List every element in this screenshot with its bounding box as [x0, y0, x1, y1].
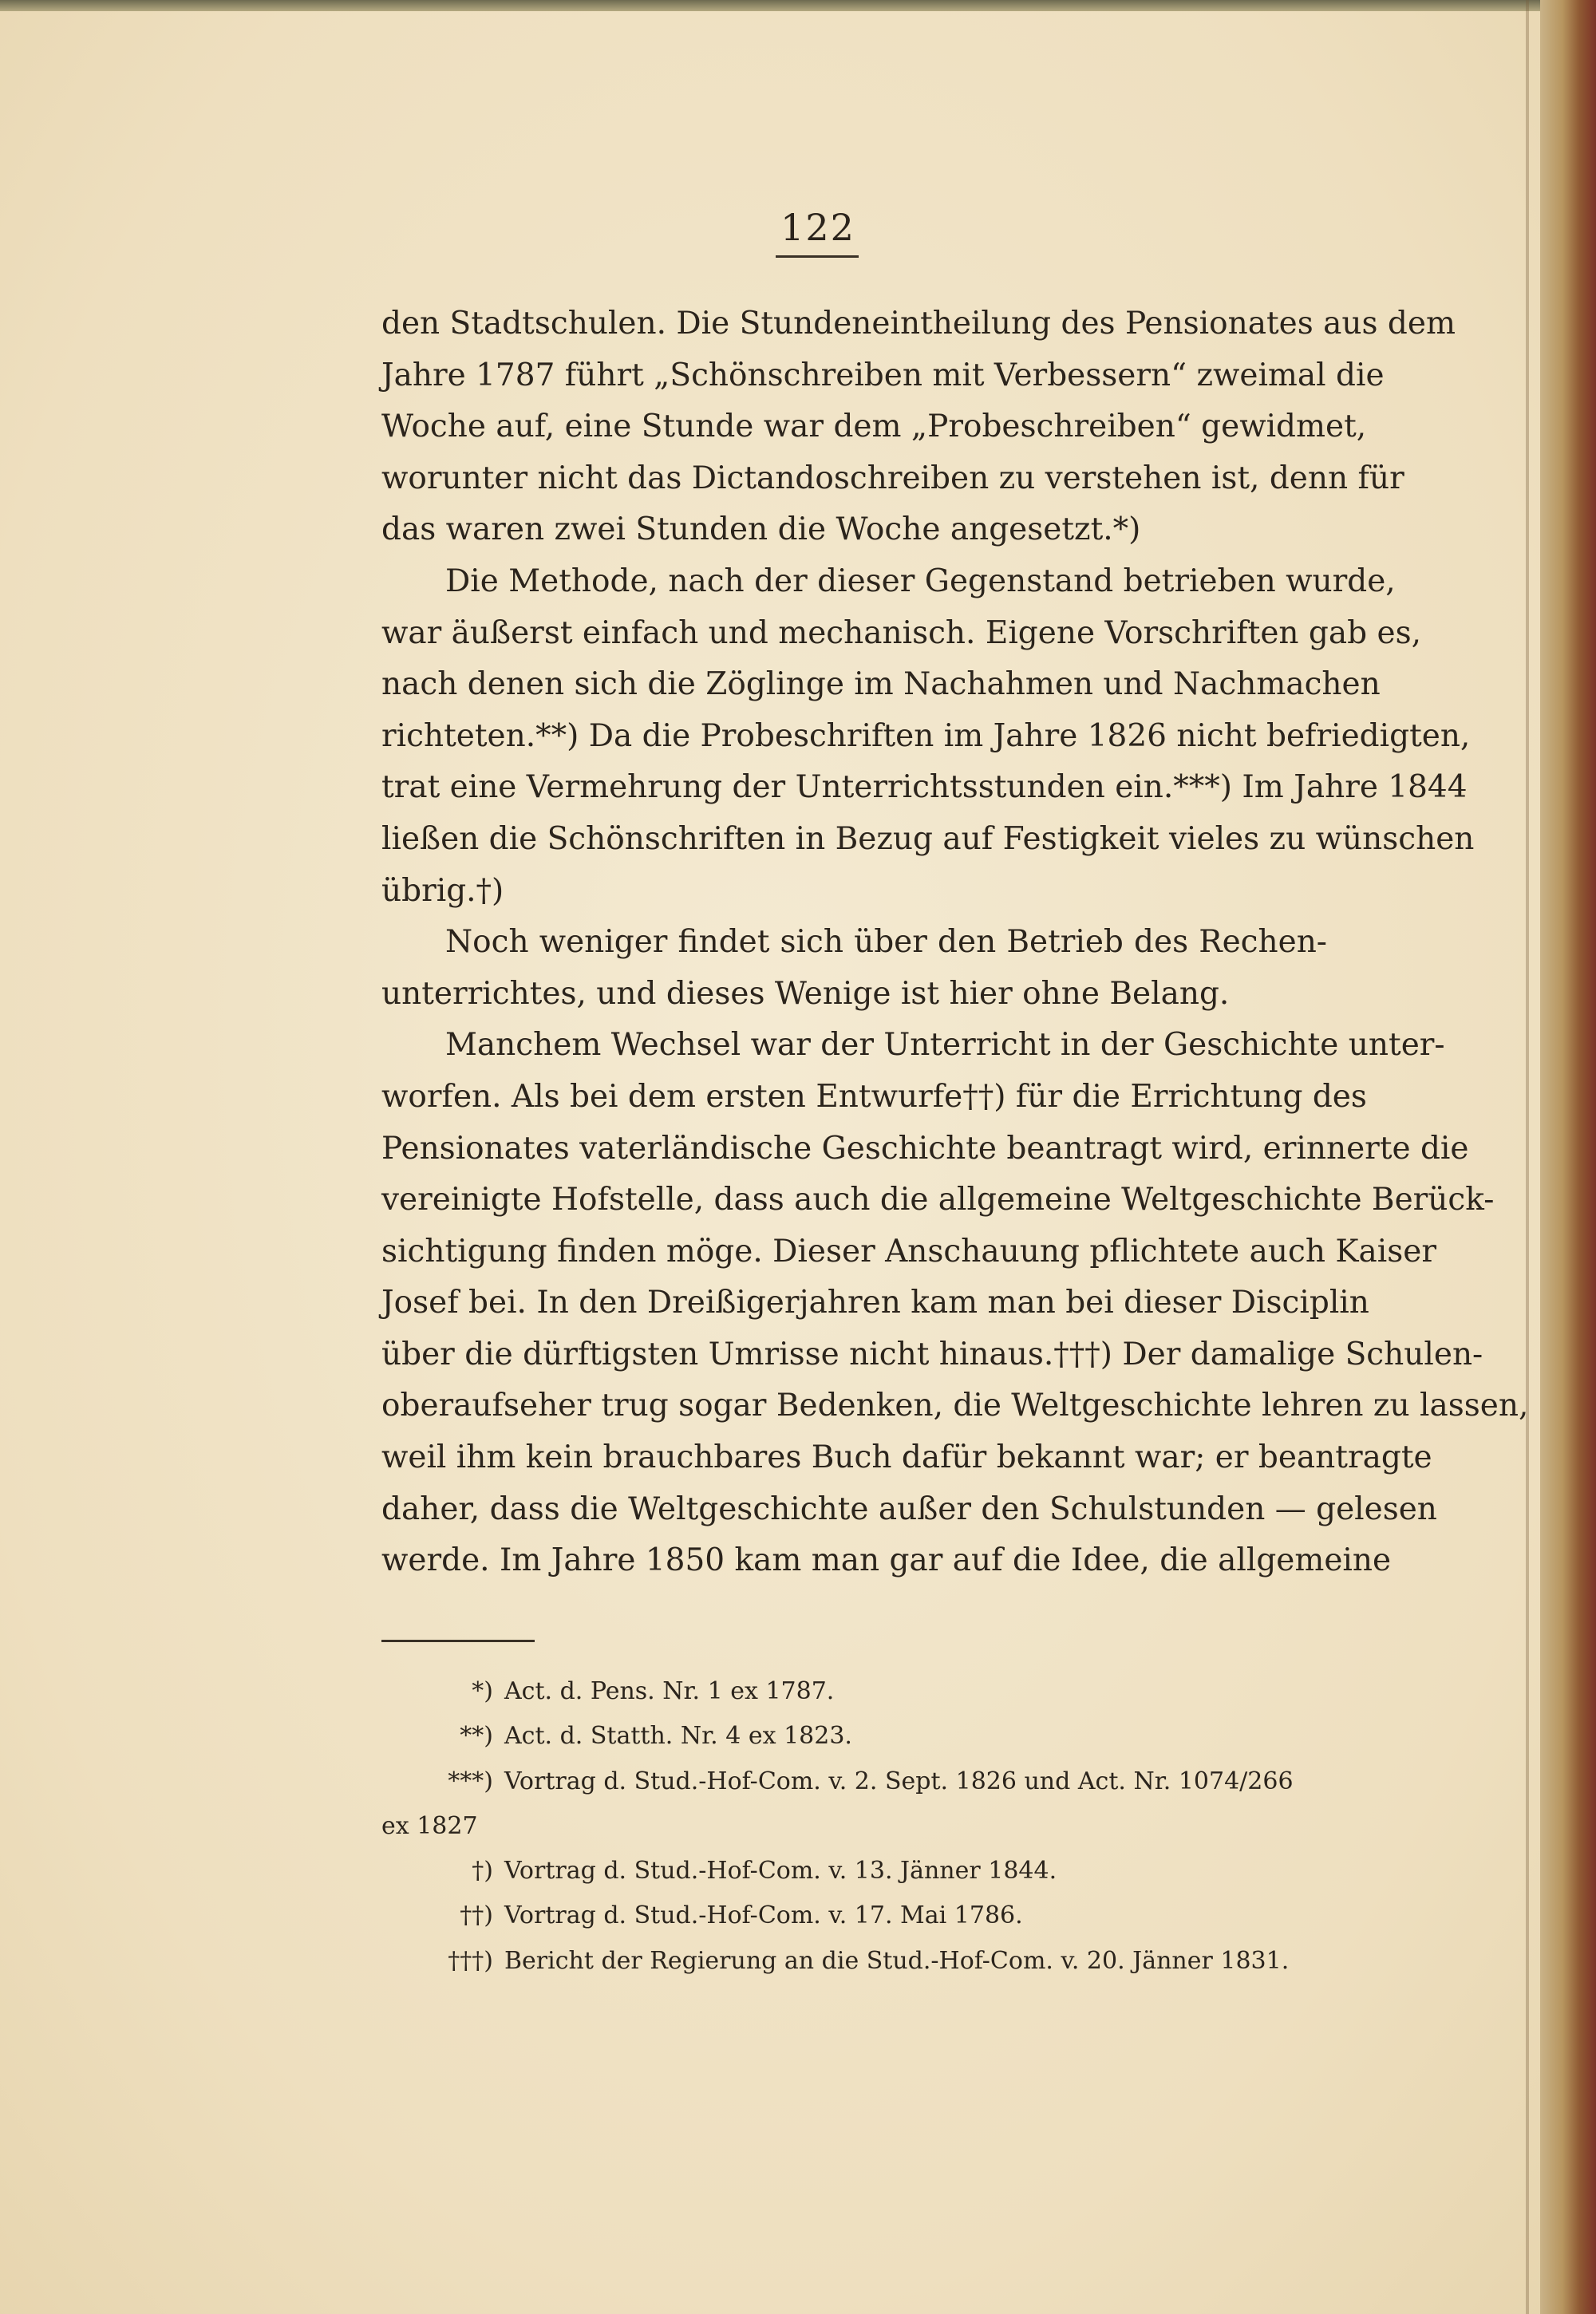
- text-line: oberaufseher trug sogar Bedenken, die Weltgeschichte lehren zu lassen,: [381, 1388, 1529, 1424]
- text-line: sichtigung finden möge. Dieser Anschauung pflichtete auch Kaiser: [381, 1233, 1436, 1270]
- footnote-mark: †): [472, 1857, 493, 1886]
- footnote-text: Vortrag d. Stud.-Hof-Com. v. 2. Sept. 1826 und Act. Nr. 1074/266: [504, 1767, 1294, 1795]
- page-top-edge: [0, 0, 1596, 11]
- text-line: Josef bei. In den Dreißigerjahren kam man bei dieser Disciplin: [381, 1285, 1369, 1321]
- body-text: [381, 298, 1529, 1587]
- footnote-text: Vortrag d. Stud.-Hof-Com. v. 17. Mai 1786.: [504, 1901, 1023, 1930]
- footnote-mark: **): [460, 1722, 493, 1751]
- footnote-text: Vortrag d. Stud.-Hof-Com. v. 13. Jänner 1844.: [504, 1857, 1057, 1886]
- text-line: daher, dass die Weltgeschichte außer den Schulstunden — gelesen: [381, 1491, 1437, 1527]
- page-number-rule: [776, 255, 859, 258]
- footnote-mark: ***): [448, 1767, 493, 1795]
- text-line: Jahre 1787 führt „Schönschreiben mit Verbessern“ zweimal die: [381, 357, 1385, 393]
- text-line: war äußerst einfach und mechanisch. Eigene Vorschriften gab es,: [381, 614, 1421, 651]
- text-line: worfen. Als bei dem ersten Entwurfe††) für die Errichtung des: [381, 1078, 1367, 1115]
- book-binding-edge: [1540, 0, 1596, 2314]
- footnote: [381, 1669, 1327, 1714]
- footnote-separator: [381, 1640, 535, 1642]
- text-line: Noch weniger findet sich über den Betrieb des Rechen-: [445, 924, 1327, 961]
- page-fold-line: [1526, 0, 1529, 2314]
- footnotes: [381, 1669, 1327, 1984]
- text-line: vereinigte Hofstelle, dass auch die allgemeine Weltgeschichte Berück-: [381, 1182, 1495, 1218]
- text-line: Woche auf, eine Stunde war dem „Probeschreiben“ gewidmet,: [381, 409, 1367, 445]
- footnote-text: Act. d. Statth. Nr. 4 ex 1823.: [504, 1722, 852, 1751]
- text-line: Die Methode, nach der dieser Gegenstand betrieben wurde,: [445, 563, 1396, 599]
- text-line: werde. Im Jahre 1850 kam man gar auf die Idee, die allgemeine: [381, 1542, 1392, 1579]
- text-line: trat eine Vermehrung der Unterrichtsstunden ein.***) Im Jahre 1844: [381, 769, 1468, 806]
- footnote: [381, 1939, 1327, 1984]
- footnote: [381, 1759, 1327, 1804]
- footnote-mark: *): [472, 1677, 493, 1705]
- footnote-text: ex 1827: [381, 1811, 478, 1840]
- footnote-mark: †††): [448, 1946, 493, 1975]
- text-line: Pensionates vaterländische Geschichte beantragt wird, erinnerte die: [381, 1130, 1469, 1167]
- text-line: das waren zwei Stunden die Woche angesetzt.*): [381, 511, 1141, 548]
- text-line: den Stadtschulen. Die Stundeneintheilung des Pensionates aus dem: [381, 306, 1456, 342]
- text-line: unterrichtes, und dieses Wenige ist hier ohne Belang.: [381, 975, 1230, 1012]
- footnote-text: Bericht der Regierung an die Stud.-Hof-Com. v. 20. Jänner 1831.: [504, 1946, 1290, 1975]
- footnote-continuation: [381, 1804, 1327, 1849]
- text-line: Manchem Wechsel war der Unterricht in der Geschichte unter-: [445, 1027, 1445, 1064]
- footnote: [381, 1849, 1327, 1893]
- text-line: nach denen sich die Zöglinge im Nachahmen und Nachmachen: [381, 666, 1381, 703]
- text-line: über die dürftigsten Umrisse nicht hinaus.†††) Der damalige Schulen-: [381, 1336, 1483, 1372]
- text-line: ließen die Schönschriften in Bezug auf Festigkeit vieles zu wünschen: [381, 820, 1475, 857]
- text-line: richteten.**) Da die Probeschriften im Jahre 1826 nicht befriedigten,: [381, 717, 1471, 754]
- footnote: [381, 1893, 1327, 1938]
- page-number: 122: [780, 206, 855, 249]
- footnote: [381, 1714, 1327, 1759]
- text-line: übrig.†): [381, 872, 504, 909]
- text-line: worunter nicht das Dictandoschreiben zu verstehen ist, denn für: [381, 460, 1404, 496]
- footnote-mark: ††): [460, 1901, 493, 1930]
- text-line: weil ihm kein brauchbares Buch dafür bekannt war; er beantragte: [381, 1439, 1432, 1476]
- footnote-text: Act. d. Pens. Nr. 1 ex 1787.: [504, 1677, 835, 1705]
